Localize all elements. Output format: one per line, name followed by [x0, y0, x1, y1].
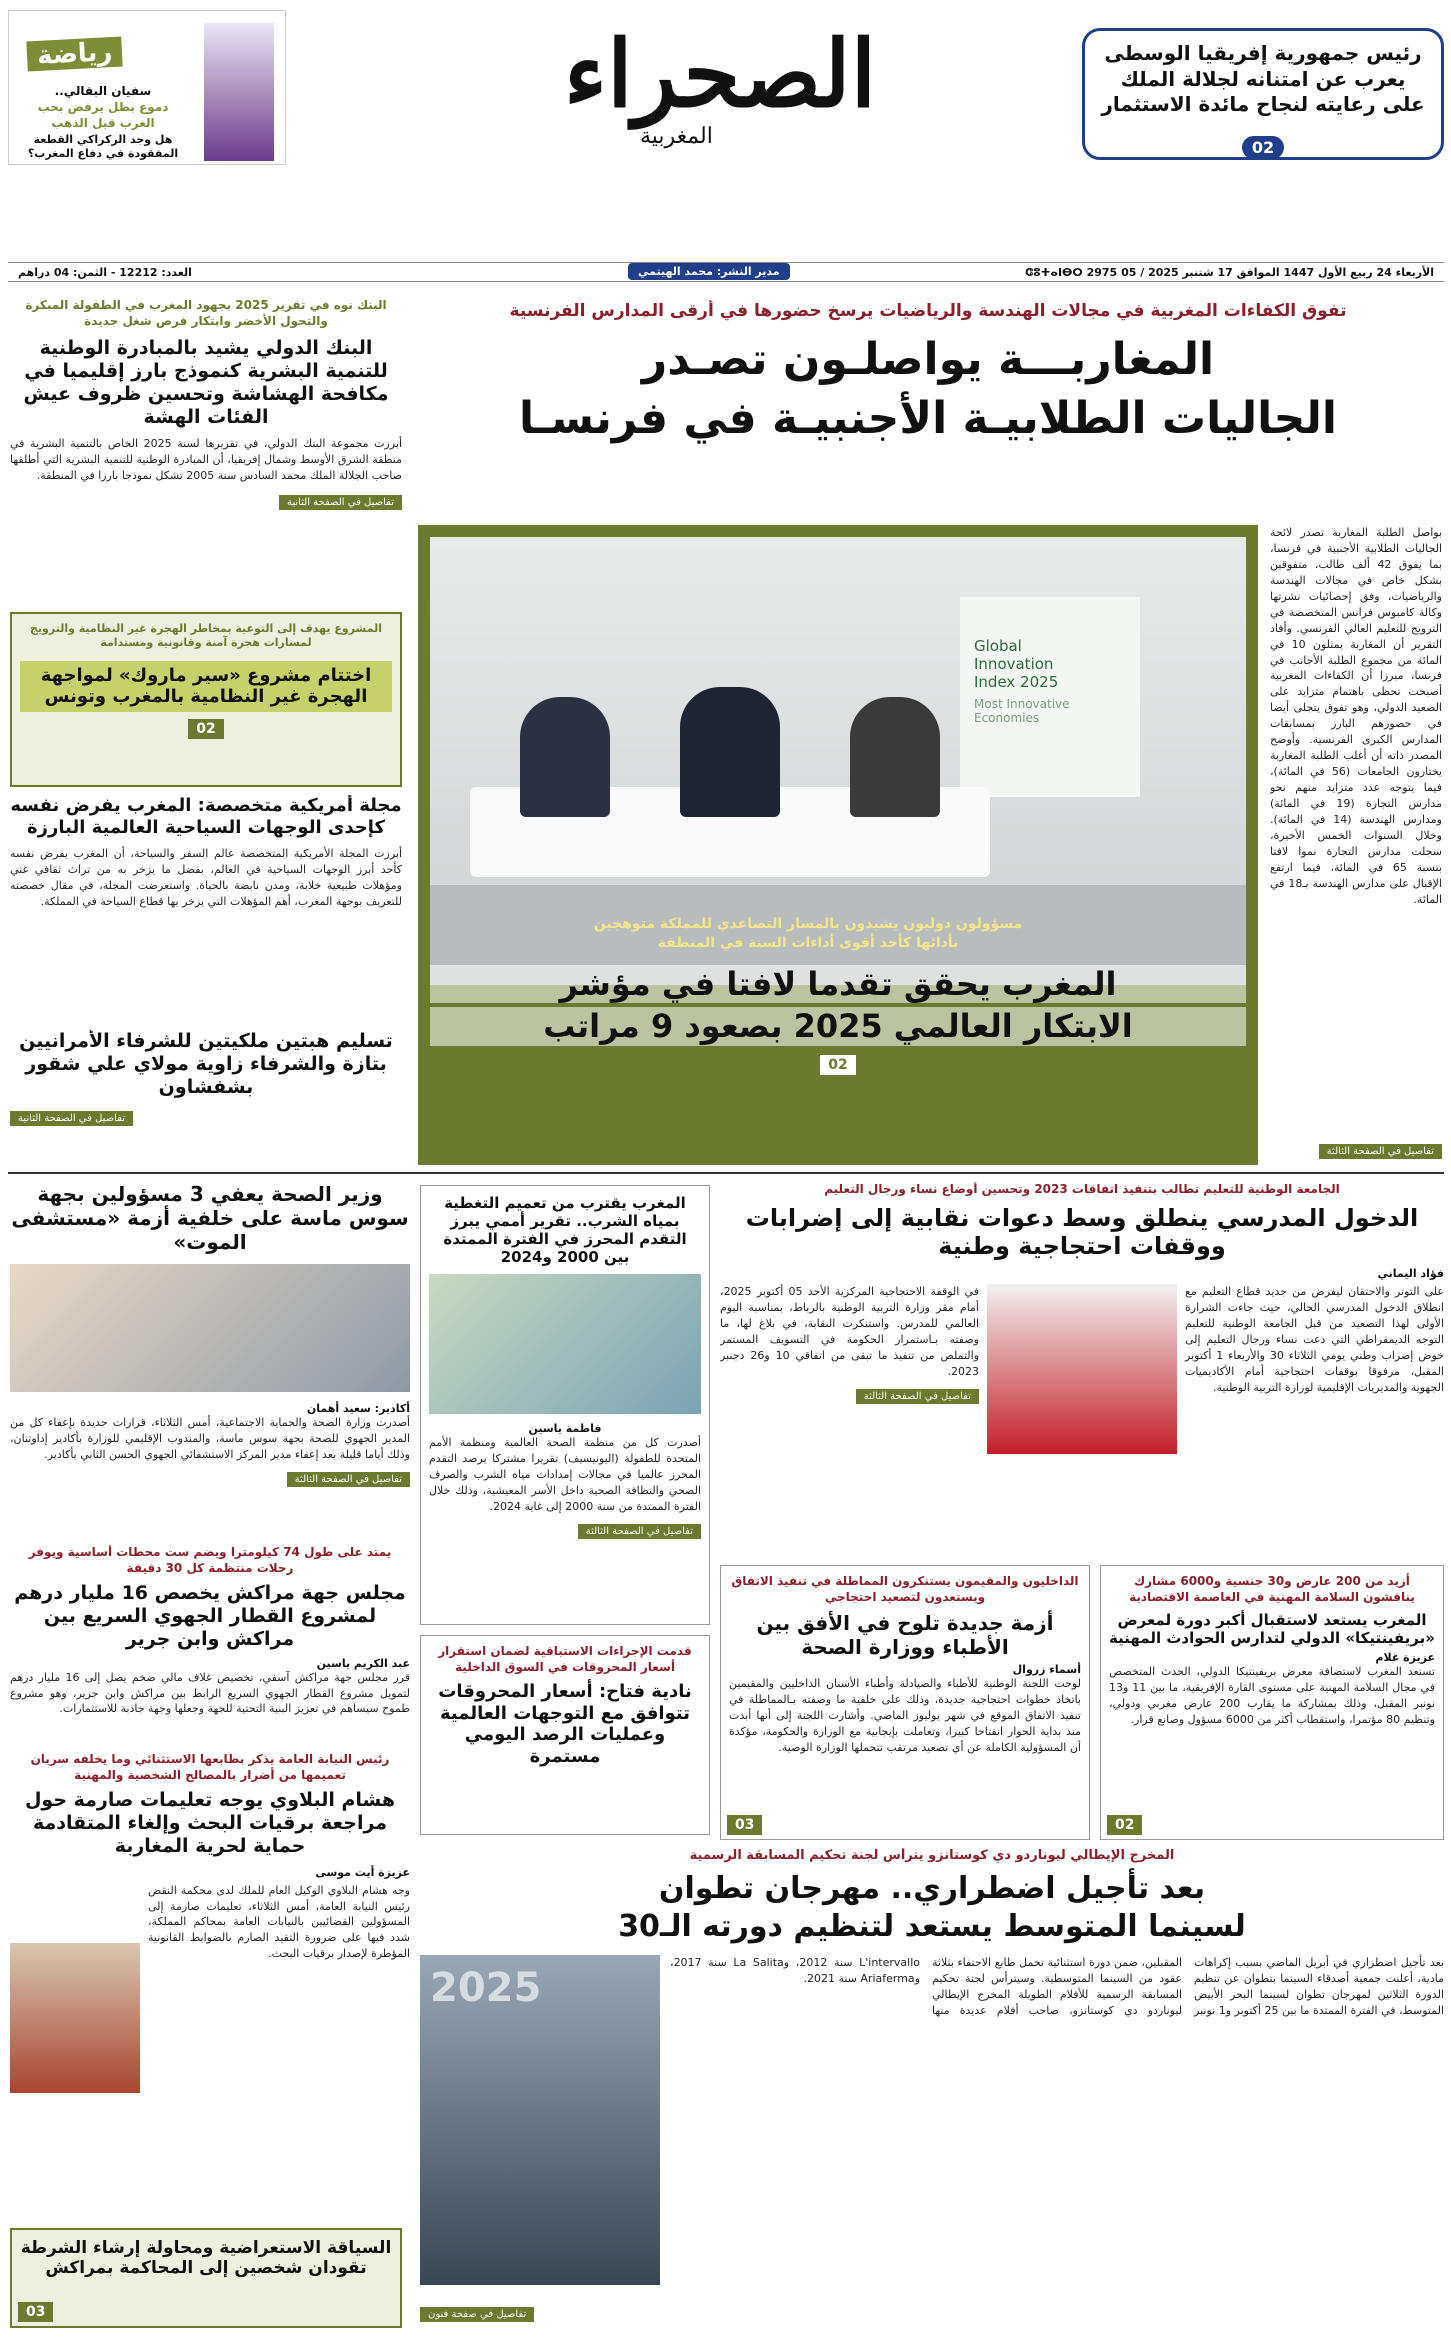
- more-link[interactable]: تفاصيل في صفحة فنون: [420, 2307, 534, 2322]
- headline: وزير الصحة يعفي 3 مسؤولين بجهة سوس ماسة على خلفية أزمة «مستشفى الموت»: [11, 1182, 409, 1254]
- speaker-2: [680, 687, 780, 817]
- more-link[interactable]: تفاصيل في الصفحة الثالثة: [578, 1524, 701, 1539]
- photo-innovation[interactable]: [418, 525, 1258, 1165]
- author: عزيزة غلام: [1375, 1651, 1435, 1665]
- article-festival[interactable]: [420, 1848, 1444, 2328]
- more-link[interactable]: تفاصيل في الصفحة الثالثة: [1319, 1144, 1442, 1159]
- body: على التوتر والاحتقان ليفرض من جديد قطاع التعليم مع انطلاق الدخول المدرسي الحالي، حيث جاءت الشرارة الأولى لهذا التصعيد من قبل الجامعة الوطنية للتعليم التوجه الديمقراطي التي دعت نساء ورجال التعليم إلى خوض إضراب وطني يومي الثلاثاء 30 والأربعاء 1 أكتوبر المقبل، مرفوقا بوقفات احتجاجية أمام الأكاديميات الجهوية والمديريات الإقليمية لوزارة التربية الوطنية.: [1185, 1285, 1444, 1394]
- water-photo: [429, 1274, 701, 1414]
- kicker: الجامعة الوطنية للتعليم تطالب بتنفيذ اتفاقات 2023 وتحسين أوضاع نساء ورجال التعليم: [824, 1182, 1340, 1196]
- speaker-1: [520, 697, 610, 817]
- author: فاطمة ياسين: [528, 1422, 602, 1435]
- lead-story[interactable]: [412, 300, 1444, 510]
- headline: نادية فتاح: أسعار المحروقات تتوافق مع التوجهات العالمية وعمليات الرصد اليومي مستمرة: [438, 1681, 692, 1767]
- promo-sport[interactable]: [8, 10, 286, 165]
- body: وجه هشام البلاوي الوكيل العام للملك لدى محكمة النقض رئيس النيابة العامة، أمس الثلاثاء، تعليمات صارمة إلى المسؤولين القضائيين بالنيابات العامة بمحاكم المملكة، شدد فيها على ضرورة التقيد الصارم بالضوابط القانونية المؤطرة لإصدار برقيات البحث.: [148, 1883, 410, 1961]
- kicker: أزيد من 200 عارض و30 جنسية و6000 مشارك يناقشون السلامة المهنية في العاصمة الاقتصادية: [1129, 1574, 1415, 1604]
- article-preventica[interactable]: [1100, 1565, 1444, 1840]
- kicker: المشروع يهدف إلى التوعية بمخاطر الهجرة غير النظامية والترويج لمسارات هجرة آمنة وقانونية ومستدامة: [29, 622, 383, 650]
- sport-headline: سفيان البقالي.. دموع بطل يرفض بحب الغرب قبل الذهب: [37, 84, 169, 131]
- kicker: يمتد على طول 74 كيلومترا ويضم ست محطات أساسية ويوفر رحلات منتظمة كل 30 دقيقة: [28, 1545, 392, 1575]
- author: فؤاد اليماني: [1377, 1267, 1444, 1281]
- article-train[interactable]: [10, 1545, 410, 1740]
- photo-caption: 2025: [430, 1964, 542, 2011]
- headline: البنك الدولي يشيد بالمبادرة الوطنية للتنمية البشرية كنموذج بارز إقليميا في مكافحة الهشاشة وتحسين ظروف عيش الفئات الهشة: [23, 337, 389, 428]
- hospital-photo: [10, 1264, 410, 1392]
- more-link[interactable]: تفاصيل في الصفحة الثانية: [10, 1111, 133, 1126]
- issue-info: العدد: 12212 - الثمن: 04 دراهم: [18, 266, 192, 279]
- headline: هشام البلاوي يوجه تعليمات صارمة حول مراجعة برقيات البحث وإلغاء المتقادمة حماية لحرية المغاربة: [24, 1789, 396, 1857]
- more-link[interactable]: تفاصيل في الصفحة الثانية: [279, 495, 402, 510]
- page-badge: 02: [188, 719, 223, 739]
- body: أبرزت المجلة الأمريكية المتخصصة عالم السفر والسياحة، أن المغرب يفرض نفسه كأحد أبرز الوجهات السياحية في العالم، بفضل ما يزخر به من تراث ثقافي غني ومؤهلات طبيعية خلابة، ومدن نابضة بالحياة. واستعرضت المجلة، في مقال خصصته للتعريف بوجهة المغرب، أهم المؤهلات التي يزخر بها قطاع السياحة في المملكة.: [10, 847, 402, 908]
- lead-body: بواصل الطلبة المغاربة تصدر لائحة الجاليات الطلابية الأجنبية في فرنسا، بما يفوق 42 ألف طالب، متفوقين بشكل خاص في مجالات الهندسة والرياضيات، وفق إحصائيات نشرتها وكالة كامبوس فرانس المتخصصة في الترويج للتعليم العالي الفرنسي. وأفاد التقرير أن المغاربة يمثلون 10 في المائة من مجموع الطلبة الأجانب في فرنسا، مبرزا أن الكفاءات المغربية أصبحت تحظى باهتمام متزايد على الصعيد الدولي، وهو تفوق يتجلى أيضا في حضورهم البارز بمسابقات المدارس الكبرى الفرنسية. وأوضح المصدر ذاته أن أغلب الطلبة المغاربة يختارون الجامعات (56 في المائة)، فيما يتوجه عدد متزايد منهم نحو مدارس التجارة (19 في المائة) ومدارس الهندسة (14 في المائة). وخلال السنوات الخمس الأخيرة، سجلت مدارس التجارة نموا لافتا بنسبة 65 في المائة، فيما ارتفع الإقبال على مدارس الهندسة بـ18 في المائة. تفاصيل في الصفحة الثالثة: [1270, 526, 1442, 1157]
- article-seermaroc[interactable]: [10, 612, 402, 787]
- body: تستعد المغرب لاستضافة معرض بريفينتيكا الدولي، الحدث المتخصص في مجال السلامة المهنية على مستوى القارة الإفريقية، ما بين 11 و13 نونبر المقبل، وذلك بمشاركة ما يقارب 200 عارض مغربي ودولي، وتنظيم 80 مؤتمرا، واستقطاب أكثر من 6000 مسؤول وصانع قرار.: [1109, 1665, 1435, 1726]
- body: لوحت اللجنة الوطنية للأطباء والصيادلة وأطباء الأسنان الداخليين والمقيمين باتخاذ خطوات احتجاجية جديدة، وذلك على خلفية ما وصفته بـالمماطلة في تنفيذ الاتفاق الموقع في شهر يوليوز الماضي. وأشارت اللجنة إلى أنها أبدت منذ بداية الحوار انفتاحا كبيرا، وتعاملت بإيجابية مع الوزارة والحكومة، مؤكدة أن المسؤولية الكاملة عن أي تصعيد مرتقب تتحملها الوزارة الوصية.: [729, 1677, 1081, 1754]
- kicker: البنك نوه في تقرير 2025 بجهود المغرب في الطفولة المبكرة والتحول الأخضر وابتكار فرص شغل جديدة: [25, 298, 387, 328]
- lead-kicker: تفوق الكفاءات المغربية في مجالات الهندسة والرياضيات يرسخ حضورها في أرقى المدارس الفرنسية: [509, 301, 1347, 321]
- lead-title-2: الجاليات الطلابيـة الأجنبيـة في فرنسـا: [519, 392, 1337, 444]
- article-prosecutor[interactable]: [10, 1752, 410, 2222]
- headline: المغرب يقترب من تعميم التغطية بمياه الشرب.. تقرير أممي يبرز التقدم المحرز في الفترة الممتدة بين 2000 و2024: [443, 1194, 687, 1266]
- headline: تسليم هبتين ملكيتين للشرفاء الأمرانيين بتازة والشرفاء زاوية مولاي علي شقور بشفشاون: [19, 1030, 393, 1098]
- body: أصدرت وزارة الصحة والحماية الاجتماعية، أمس الثلاثاء، قرارات جديدة بإعفاء كل من المدير الجهوي للصحة بجهة سوس ماسة، والمندوب الإقليمي للوزارة بأكادير إداوتنان، وذلك أياما قليلة بعد إعفاء مدير المركز الاستشفائي الجهوي الحسن الثاني بأكادير.: [10, 1416, 410, 1461]
- date-line: الأربعاء 24 ربيع الأول 1447 الموافق 17 شتنبر 2025 / 05 ⵛⵓⵜⴰⵏⴱⵔ 2975: [1025, 266, 1434, 279]
- photo-title-2: الابتكار العالمي 2025 بصعود 9 مراتب: [430, 1007, 1246, 1045]
- more-link[interactable]: تفاصيل في الصفحة الثالثة: [287, 1472, 410, 1487]
- page-badge: 02: [820, 1055, 855, 1075]
- article-doctors[interactable]: [720, 1565, 1090, 1840]
- body: أصدرت كل من منظمة الصحة العالمية ومنظمة الأمم المتحدة للطفولة (اليونيسيف) تقريرا مشتركا يرصد التقدم المحرز عالميا في مجالات إمدادات مياه الشرب والصرف الصحي والنظافة الصحية داخل الأسر المعيشية، وذلك خلال الفترة الممتدة من سنة 2000 إلى غاية 2024.: [429, 1436, 701, 1513]
- body: أبرزت مجموعة البنك الدولي، في تقريرها لسنة 2025 الخاص بالتنمية البشرية في منطقة الشرق الأوسط وشمال إفريقيا، أن المبادرة الوطنية للتنمية البشرية التي أطلقها صاحب الجلالة الملك محمد السادس سنة 2005 تشكل نموذجا بارزا في المنطقة.: [10, 437, 402, 483]
- sport-label: رياضة: [26, 37, 123, 72]
- article-tourism[interactable]: [10, 795, 402, 1015]
- body: قرر مجلس جهة مراكش آسفي، تخصيص غلاف مالي ضخم يصل إلى 16 مليار درهم لتمويل مشروع القطار الجهوي السريع الرابط بين مراكش وابن جرير، وهو مشروع طموح سيساهم في تعزيز البنية التحتية للجهة وجعلها وجهة جاذبة للاستثمارات.: [10, 1670, 410, 1716]
- headline-2: لسينما المتوسط يستعد لتنظيم دورته الـ30: [618, 1908, 1246, 1944]
- page-badge: 02: [1242, 136, 1284, 159]
- divider: [8, 1172, 1444, 1174]
- article-water[interactable]: [420, 1185, 710, 1625]
- director-photo: [420, 1955, 660, 2285]
- headline: مجلس جهة مراكش يخصص 16 مليار درهم لمشروع القطار الجهوي السريع بين مراكش وابن جرير: [14, 1582, 406, 1650]
- athlete-photo: [204, 23, 274, 161]
- headline: السياقة الاستعراضية ومحاولة إرشاء الشرطة تقودان شخصين إلى المحاكمة بمراكش: [20, 2238, 392, 2279]
- author: أسماء زروال: [1012, 1663, 1081, 1677]
- headline: الدخول المدرسي ينطلق وسط دعوات نقابية إلى إضرابات ووقفات احتجاجية وطنية: [745, 1203, 1419, 1261]
- page-badge: 03: [18, 2302, 53, 2322]
- speaker-3: [850, 697, 940, 817]
- article-reckless-driving[interactable]: [10, 2228, 402, 2328]
- kicker: الداخليون والمقيمون يستنكرون المماطلة في تنفيذ الاتفاق ويستعدون لتصعيد احتجاجي: [731, 1574, 1079, 1604]
- masthead-logo[interactable]: [420, 28, 1020, 158]
- more-link[interactable]: تفاصيل في الصفحة الثالثة: [856, 1389, 979, 1404]
- sport-question: هل وجد الركراكي القطعة المفقودة في دفاع المغرب؟: [27, 133, 179, 161]
- author: أكادير: سعيد أهمان: [306, 1402, 410, 1415]
- author: عبد الكريم ياسين: [316, 1656, 410, 1670]
- promo-front[interactable]: [1082, 28, 1444, 160]
- logo-subtitle: المغربية: [640, 124, 713, 149]
- article-royal-gifts[interactable]: [10, 1030, 402, 1160]
- director: مدير النشر: محمد الهيتمي: [628, 263, 790, 280]
- dateline-bar: [8, 262, 1444, 282]
- headline: المغرب يستعد لاستقبال أكبر دورة لمعرض «بريفينتيكا» الدولي لتدارس الحوادث المهنية: [1109, 1611, 1435, 1648]
- headline: اختتام مشروع «سير ماروك» لمواجهة الهجرة غير النظامية بالمغرب وتونس: [20, 661, 392, 712]
- page-badge: 03: [727, 1815, 762, 1835]
- kicker: قدمت الإجراءات الاستباقية لضمان استقرار أسعار المحروقات في السوق الداخلية: [438, 1644, 692, 1674]
- headline-1: بعد تأجيل اضطراري.. مهرجان تطوان: [658, 1870, 1206, 1906]
- screen: Global Innovation Index 2025 Most Innovative Economies: [960, 597, 1140, 797]
- headline: أزمة جديدة تلوح في الأفق بين الأطباء ووزارة الصحة: [756, 1611, 1054, 1660]
- logo-text: الصحراء: [563, 28, 877, 128]
- article-fuel[interactable]: [420, 1635, 710, 1835]
- article-worldbank[interactable]: [10, 298, 402, 608]
- lead-title-1: المغاربـــة يواصلـون تصـدر: [641, 334, 1215, 386]
- page-badge: 02: [1107, 1815, 1142, 1835]
- author: عزيزة أيت موسى: [315, 1865, 410, 1879]
- kicker: رئيس النيابة العامة يذكر بطابعها الاستثنائي وما يخلفه سريان تعميمها من أضرار بالمصالح الشخصية والمهنية: [30, 1752, 390, 1782]
- body: بعد تأجيل اضطراري في أبريل الماضي بسبب إكراهات مادية، أعلنت جمعية أصدقاء السينما بتطوان عن تنظيم الدورة الثلاثين لمهرجان تطوان لسينما البحر الأبيض المتوسط، في الفترة الممتدة ما بين 25 أكتوبر و1 نونبر المقبلين، ضمن دورة استثنائية تحمل طابع الاحتفاء بثلاثة عقود من السينما المتوسطية. وسيترأس لجنة تحكيم المسابقة الرسمية للأفلام الطويلة المخرج الإيطالي ليوناردو دي كوستانزو، صاحب أفلام عديدة منها L'intervallo سنة 2012، وLa Salita سنة 2017، وAriaferma سنة 2021.: [670, 1955, 1444, 2017]
- portrait-photo: [10, 1943, 140, 2093]
- body-2: في الوقفة الاحتجاجية المركزية الأحد 05 أكتوبر 2025، أمام مقر وزارة التربية الوطنية بالرباط، بمناسبة اليوم العالمي للمدرس. واستنكرت النقابة، في بلاغ لها، ما وصفته بـاستمرار الحكومة في التسويف المستمر والتملص من تنفيذ ما تبقى من اتفاقي 10 و26 دجنبر 2023.: [720, 1285, 979, 1378]
- headline: مجلة أمريكية متخصصة: المغرب يفرض نفسه كإحدى الوجهات السياحية العالمية البارزة: [10, 795, 402, 838]
- kicker: المخرج الإيطالي ليوناردو دي كوستانزو يترأس لجنة تحكيم المسابقة الرسمية: [689, 1848, 1175, 1863]
- photo-kicker: مسؤولون دوليون يشيدون بالمسار التصاعدي للمملكة متوهجين بأدائها كأحد أقوى أداءات السنة في المنطقة: [593, 916, 1023, 951]
- article-health-minister[interactable]: [10, 1182, 410, 1537]
- protest-photo: [987, 1284, 1177, 1454]
- promo-front-text: رئيس جمهورية إفريقيا الوسطى يعرب عن امتنانه لجلالة الملك على رعايته لنجاح مائدة الاستثمار: [1101, 41, 1425, 117]
- article-school[interactable]: [720, 1182, 1444, 1557]
- photo-title-1: المغرب يحقق تقدما لافتا في مؤشر: [430, 965, 1246, 1003]
